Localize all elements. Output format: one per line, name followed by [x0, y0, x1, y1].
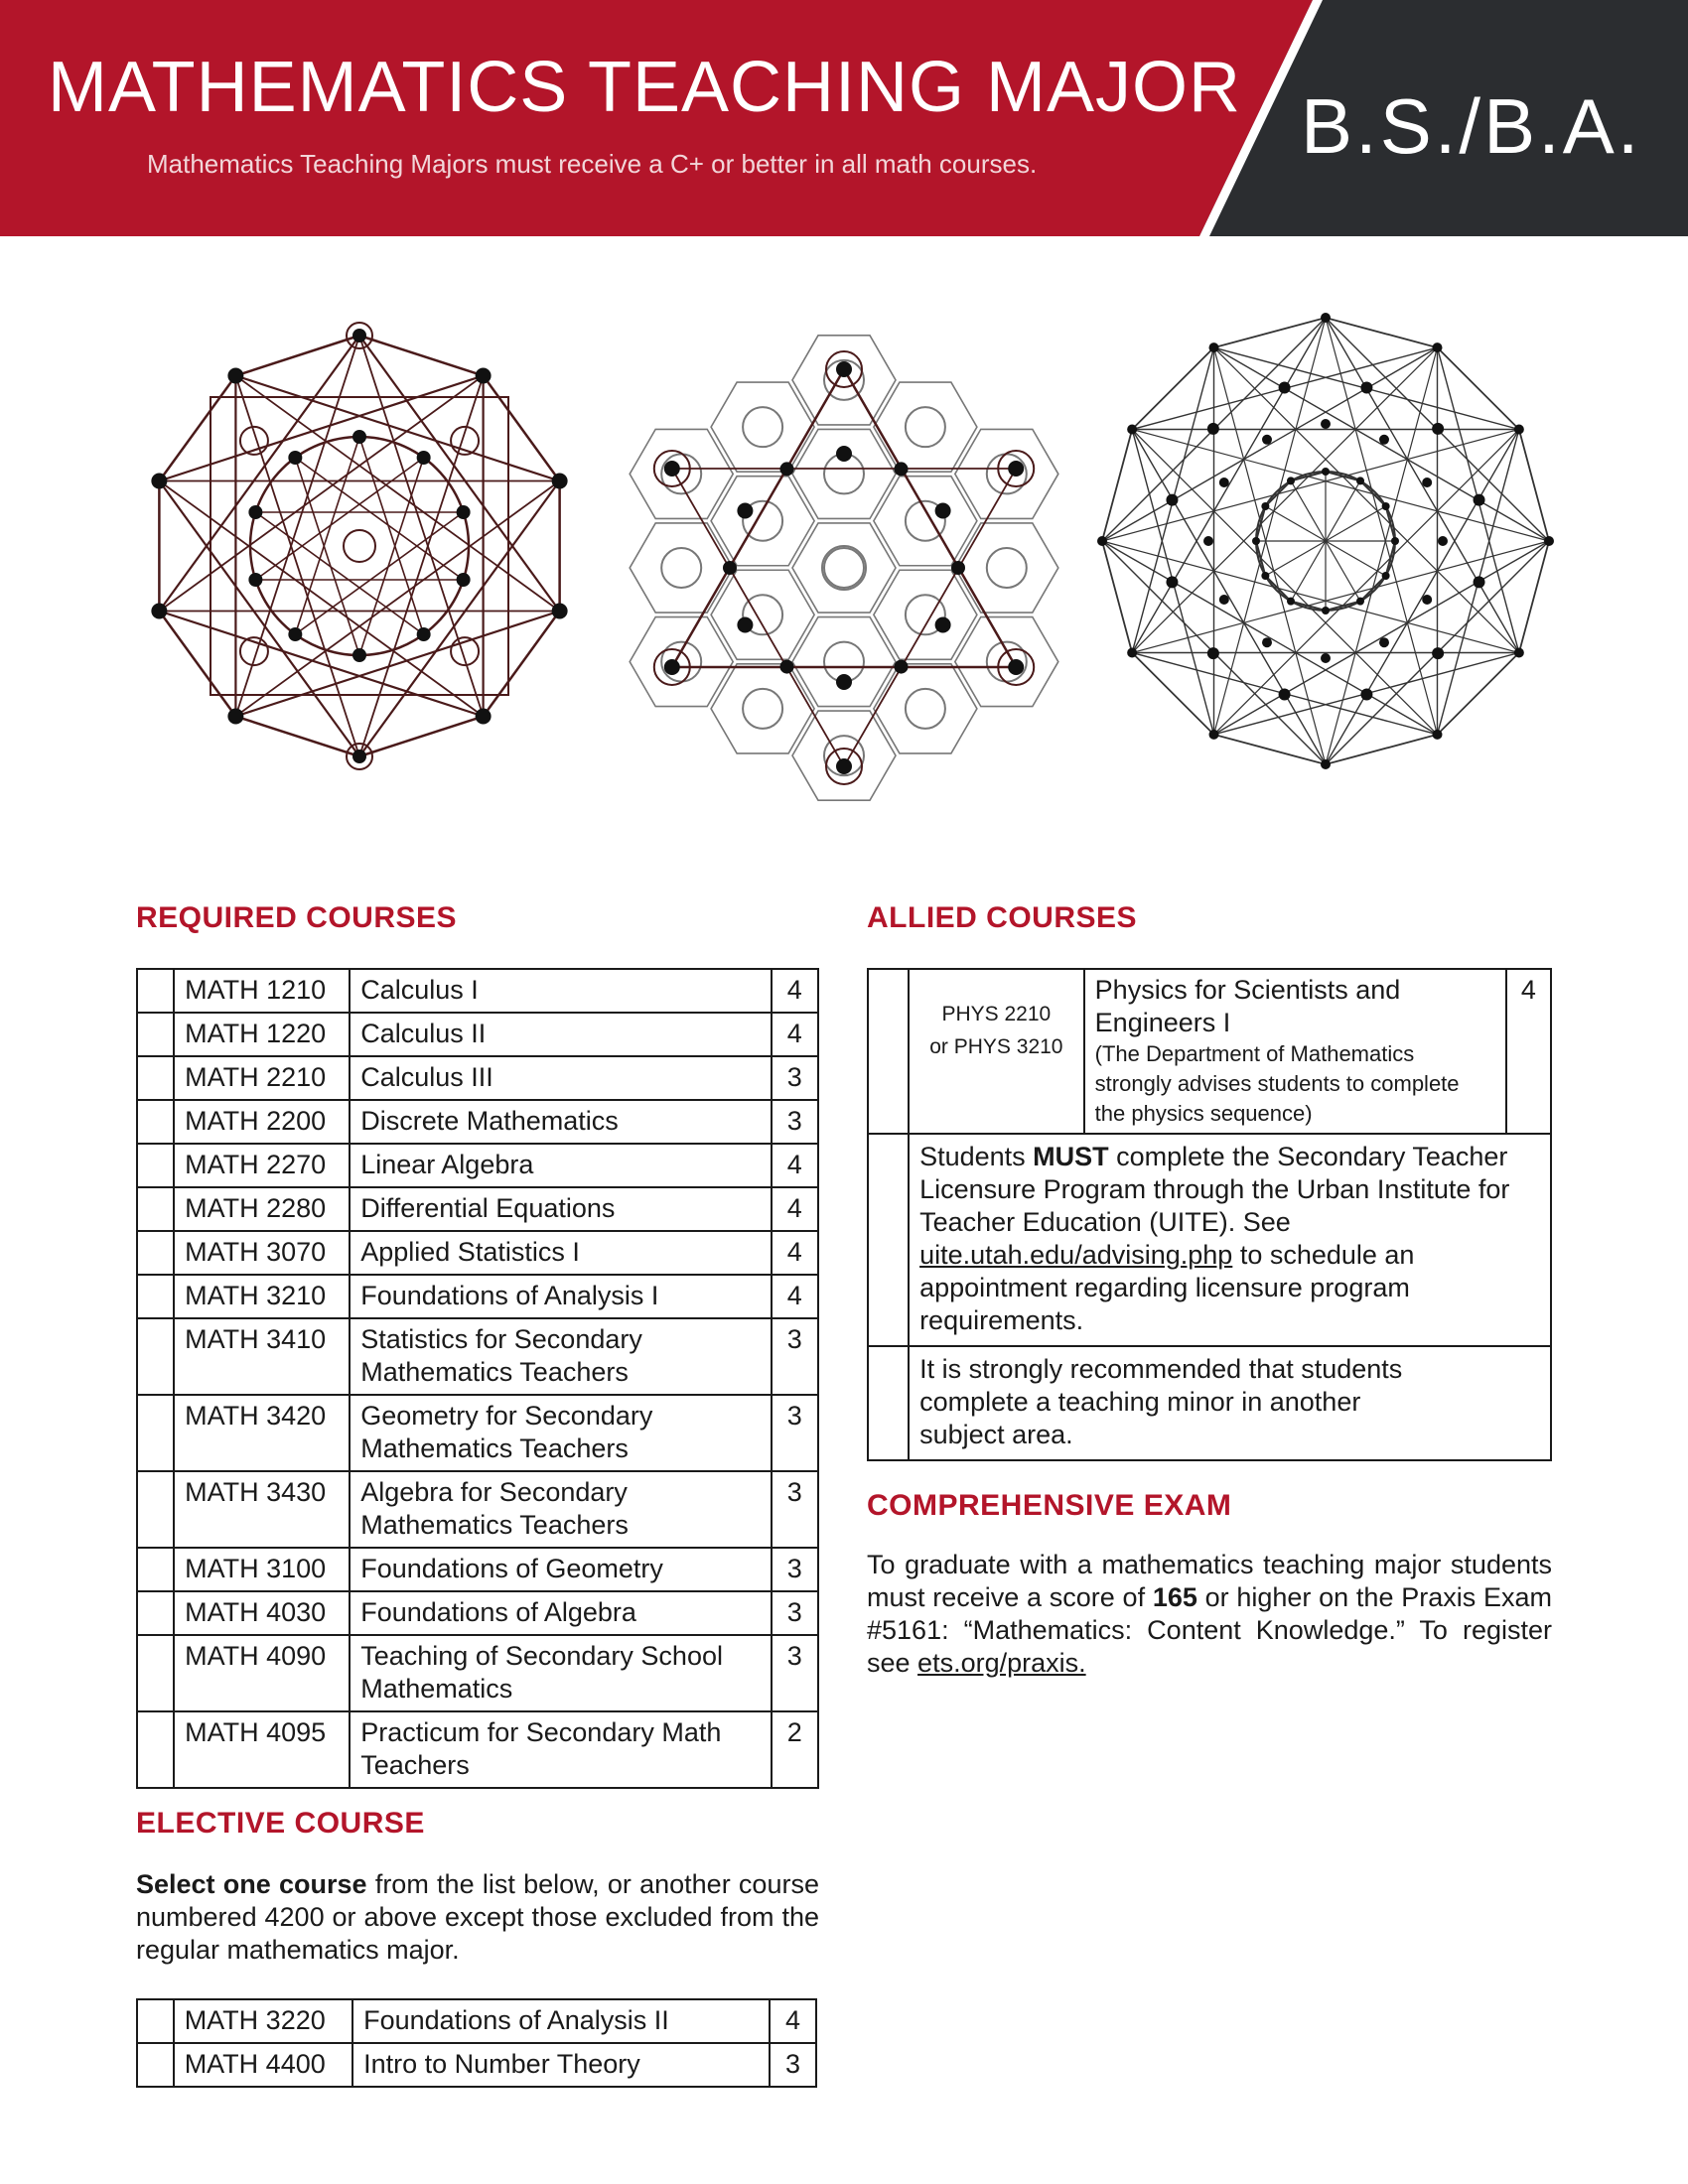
course-code: MATH 3210 [174, 1275, 350, 1318]
figure-line [159, 336, 359, 612]
figure-node [417, 627, 431, 641]
figure-node [1203, 536, 1213, 546]
course-credits: 2 [772, 1711, 818, 1788]
licensure-post: to schedule an appointment regarding licensure program requirements. [919, 1240, 1415, 1335]
course-code: MATH 1210 [174, 969, 350, 1013]
figure-node [227, 709, 243, 725]
figure-line [359, 458, 424, 655]
allied-minor-row [868, 1346, 1551, 1460]
figure-node [1219, 478, 1229, 487]
elective-intro-bold: Select one course [136, 1869, 367, 1899]
figure-node-ring [661, 548, 701, 588]
table-row [137, 1471, 818, 1548]
elective-course-heading: ELECTIVE COURSE [136, 1807, 425, 1840]
course-name: Foundations of Geometry [350, 1548, 771, 1591]
figure-node [1321, 653, 1331, 663]
figure-hexagon [874, 477, 977, 566]
figure-hexagon [874, 570, 977, 659]
figure-hexagon [955, 617, 1058, 707]
figure-node [248, 573, 262, 587]
physics-code-2: or PHYS 3210 [929, 1035, 1063, 1058]
figure-node [836, 674, 852, 690]
minor-recommendation: It is strongly recommended that students complete a teaching minor in another subject area. [909, 1346, 1551, 1460]
physics-credits: 4 [1506, 969, 1551, 1134]
course-credits: 4 [770, 1999, 816, 2043]
figure-node-ring [743, 407, 782, 447]
header-banner [0, 0, 1688, 236]
course-name: Discrete Mathematics [350, 1100, 771, 1144]
exam-pre: To graduate with a mathematics teaching major students must receive a score of [867, 1550, 1552, 1612]
page-subtitle: Mathematics Teaching Majors must receive a C+ or better in all math courses. [147, 149, 1038, 179]
course-credits: 3 [770, 2043, 816, 2087]
figure-node [951, 561, 965, 575]
figure-node [248, 505, 262, 519]
figure-node [552, 473, 568, 488]
figure-node [1382, 572, 1390, 580]
course-credits: 3 [772, 1471, 818, 1548]
figure-node [352, 329, 366, 342]
figure-line [359, 375, 484, 756]
figure-node [1379, 637, 1389, 647]
figure-node [780, 462, 794, 476]
figure-hexagon [711, 382, 814, 472]
checkbox-cell[interactable] [137, 1187, 174, 1231]
checkbox-cell[interactable] [137, 1144, 174, 1187]
figure-node [836, 446, 852, 462]
hexagram-lattice-figure [606, 298, 1082, 839]
figure-line [295, 458, 359, 655]
course-code: MATH 1220 [174, 1013, 350, 1056]
figure-node-ring [906, 407, 945, 447]
figure-line [359, 336, 484, 717]
figure-hexagon [711, 570, 814, 659]
figure-node [836, 361, 852, 377]
figure-outline [159, 336, 559, 756]
licensure-text [909, 1134, 1551, 1346]
figure-node [1008, 461, 1024, 477]
course-code: MATH 4090 [174, 1635, 350, 1711]
table-row [137, 1231, 818, 1275]
allied-physics-row [868, 969, 1551, 1134]
figure-center-ring [344, 530, 375, 562]
figure-node [836, 758, 852, 774]
table-row [137, 1275, 818, 1318]
uite-advising-link[interactable]: uite.utah.edu/advising.php [919, 1240, 1233, 1270]
course-name: Applied Statistics I [350, 1231, 771, 1275]
course-name: Calculus I [350, 969, 771, 1013]
checkbox-cell[interactable] [137, 1591, 174, 1635]
figure-hexagon [955, 429, 1058, 518]
checkbox-cell[interactable] [137, 1999, 174, 2043]
course-code: MATH 4400 [174, 2043, 352, 2087]
figure-node [737, 503, 753, 519]
course-code: MATH 4095 [174, 1711, 350, 1788]
course-code: MATH 3410 [174, 1318, 350, 1395]
figure-node [1209, 730, 1219, 740]
figure-node [1360, 381, 1372, 393]
comprehensive-exam-heading: COMPREHENSIVE EXAM [867, 1489, 1232, 1522]
figure-node [1279, 689, 1291, 701]
figure-line [359, 480, 560, 756]
figure-node [1262, 435, 1272, 445]
figure-node [1207, 647, 1219, 659]
course-code: MATH 3070 [174, 1231, 350, 1275]
figure-line [159, 375, 483, 611]
table-row [137, 1548, 818, 1591]
course-name: Geometry for Secondary Mathematics Teachers [350, 1395, 771, 1471]
figure-node [1321, 419, 1331, 429]
table-row [137, 1013, 818, 1056]
table-row [137, 1318, 818, 1395]
figure-node [1433, 730, 1443, 740]
figure-node [1432, 423, 1444, 435]
exam-paragraph [867, 1549, 1552, 1680]
licensure-pre: Students [919, 1142, 1034, 1171]
figure-node-ring [987, 548, 1027, 588]
figure-node [1261, 572, 1269, 580]
figure-node [1356, 598, 1364, 606]
course-name: Intro to Number Theory [352, 2043, 770, 2087]
figure-node [1261, 502, 1269, 510]
table-row [137, 1395, 818, 1471]
figure-node [552, 604, 568, 619]
course-credits: 3 [772, 1548, 818, 1591]
course-code: MATH 3220 [174, 1999, 352, 2043]
course-credits: 3 [772, 1100, 818, 1144]
course-credits: 4 [772, 1144, 818, 1187]
figure-node [151, 473, 167, 488]
figure-node [1432, 647, 1444, 659]
figure-line [359, 437, 424, 634]
figure-node [664, 461, 680, 477]
figure-node [1279, 381, 1291, 393]
figure-node [457, 573, 471, 587]
figure-node [1382, 502, 1390, 510]
figure-node-ring [906, 689, 945, 729]
figure-node [664, 659, 680, 675]
figure-hexagon [874, 382, 977, 472]
checkbox-cell[interactable] [868, 1346, 909, 1460]
figure-node [417, 451, 431, 465]
figure-node [227, 367, 243, 383]
allied-courses-table [867, 968, 1552, 1461]
table-row [137, 1711, 818, 1788]
exam-score: 165 [1152, 1582, 1197, 1612]
figure-node [1322, 468, 1330, 476]
checkbox-cell[interactable] [137, 1635, 174, 1711]
course-credits: 3 [772, 1635, 818, 1711]
figure-node [1321, 313, 1331, 323]
required-courses-heading: REQUIRED COURSES [136, 901, 458, 934]
course-credits: 4 [772, 1013, 818, 1056]
figure-node [457, 505, 471, 519]
figure-hexagon [630, 429, 733, 518]
figure-node [1166, 576, 1178, 588]
decagon-star-figure [129, 298, 591, 794]
table-row [137, 1591, 818, 1635]
figure-node [1166, 494, 1178, 506]
checkbox-cell[interactable] [137, 1711, 174, 1788]
course-name: Differential Equations [350, 1187, 771, 1231]
figure-hexagon [792, 336, 896, 425]
figure-node [1438, 536, 1448, 546]
course-credits: 4 [772, 1187, 818, 1231]
figure-hexagon [792, 523, 896, 613]
course-credits: 4 [772, 969, 818, 1013]
course-name: Linear Algebra [350, 1144, 771, 1187]
figure-node [1379, 435, 1389, 445]
checkbox-cell[interactable] [137, 1395, 174, 1471]
checkbox-cell[interactable] [137, 1318, 174, 1395]
licensure-must: MUST [1033, 1142, 1109, 1171]
figure-node [151, 604, 167, 619]
course-code: MATH 2280 [174, 1187, 350, 1231]
figure-hexagon [792, 711, 896, 800]
figure-hexagon [792, 617, 896, 707]
elective-courses-table [136, 1998, 817, 2088]
figure-node [1474, 576, 1485, 588]
figure-line [295, 437, 359, 634]
praxis-link[interactable]: ets.org/praxis. [917, 1648, 1086, 1678]
figure-node [1322, 607, 1330, 614]
checkbox-cell[interactable] [137, 1056, 174, 1100]
course-code: MATH 2200 [174, 1100, 350, 1144]
figure-hexagon [711, 664, 814, 753]
figure-node [288, 627, 302, 641]
table-row [137, 2043, 816, 2087]
figure-hexagon [630, 523, 733, 613]
figure-node [1127, 425, 1137, 435]
figure-node [935, 503, 951, 519]
licensure-mid: complete the Secondary Teacher Licensure Program through the Urban Institute for Teacher Education (UITE). See [919, 1142, 1510, 1237]
figure-line [235, 336, 359, 717]
allied-courses-heading: ALLIED COURSES [867, 901, 1138, 934]
figure-hexagon [792, 429, 896, 518]
course-name: Algebra for Secondary Mathematics Teachers [350, 1471, 771, 1548]
course-code: MATH 3100 [174, 1548, 350, 1591]
figure-node [1514, 425, 1524, 435]
figure-node [1422, 595, 1432, 605]
checkbox-cell[interactable] [137, 1275, 174, 1318]
figure-node [723, 561, 737, 575]
figure-circle [250, 437, 469, 655]
figure-center-ring [822, 546, 866, 590]
required-courses-table [136, 968, 819, 1789]
table-row [137, 1100, 818, 1144]
figure-node [1356, 477, 1364, 484]
table-row [137, 969, 818, 1013]
checkbox-cell[interactable] [868, 969, 909, 1134]
figure-node [1262, 637, 1272, 647]
figure-node [1207, 423, 1219, 435]
checkbox-cell[interactable] [137, 1013, 174, 1056]
elective-intro [136, 1868, 819, 1967]
course-name: Foundations of Algebra [350, 1591, 771, 1635]
table-row [137, 1056, 818, 1100]
figure-node [1252, 537, 1260, 545]
course-credits: 4 [772, 1275, 818, 1318]
physics-course-note: (The Department of Mathematics strongly advises students to complete the physics sequence) [1094, 1041, 1460, 1126]
course-credits: 3 [772, 1056, 818, 1100]
physics-course-name: Physics for Scientists and Engineers I [1094, 975, 1401, 1037]
figure-hexagon [711, 477, 814, 566]
course-name: Practicum for Secondary Math Teachers [350, 1711, 771, 1788]
course-name: Calculus III [350, 1056, 771, 1100]
figure-line [359, 336, 560, 612]
degree-label: B.S./B.A. [1301, 82, 1642, 170]
course-name: Calculus II [350, 1013, 771, 1056]
figure-node [1422, 478, 1432, 487]
figure-line [235, 375, 359, 756]
course-credits: 3 [772, 1395, 818, 1471]
physics-course-codes [909, 969, 1084, 1134]
figure-node [288, 451, 302, 465]
figure-line [159, 480, 483, 716]
course-code: MATH 2210 [174, 1056, 350, 1100]
table-row [137, 1999, 816, 2043]
table-row [137, 1187, 818, 1231]
figure-node [1321, 759, 1331, 769]
exam-mid: or higher on the Praxis Exam #5161: “Mathematics: Content Knowledge.” To register see [867, 1582, 1552, 1678]
table-row [137, 1635, 818, 1711]
course-name: Teaching of Secondary School Mathematics [350, 1635, 771, 1711]
figure-node-ring [824, 548, 864, 588]
figure-node [1097, 536, 1107, 546]
figure-node [352, 750, 366, 763]
figure-node [1287, 477, 1295, 484]
figure-node [1219, 595, 1229, 605]
figure-node [476, 367, 492, 383]
figure-line [255, 512, 423, 634]
figure-line [295, 512, 463, 634]
course-code: MATH 3430 [174, 1471, 350, 1548]
allied-licensure-row [868, 1134, 1551, 1346]
figure-hexagon [630, 617, 733, 707]
figure-node [780, 660, 794, 674]
figure-line [235, 480, 559, 716]
figure-node [1391, 537, 1399, 545]
checkbox-cell[interactable] [137, 969, 174, 1013]
figure-node [895, 462, 909, 476]
table-row [137, 1144, 818, 1187]
figure-node [352, 648, 366, 662]
figure-node [1514, 648, 1524, 658]
geometric-figures [0, 298, 1688, 854]
page-title: MATHEMATICS TEACHING MAJOR [48, 48, 1242, 127]
checkbox-cell[interactable] [137, 1231, 174, 1275]
figure-line [235, 375, 559, 611]
figure-node [1209, 342, 1219, 352]
checkbox-cell[interactable] [137, 1548, 174, 1591]
figure-node [1544, 536, 1554, 546]
course-name: Foundations of Analysis I [350, 1275, 771, 1318]
course-credits: 3 [772, 1318, 818, 1395]
figure-hexagon [955, 523, 1058, 613]
figure-hexagon [874, 664, 977, 753]
checkbox-cell[interactable] [137, 1100, 174, 1144]
figure-node [476, 709, 492, 725]
course-name: Statistics for Secondary Mathematics Teachers [350, 1318, 771, 1395]
course-credits: 4 [772, 1231, 818, 1275]
figure-node [935, 617, 951, 633]
figure-node-ring [743, 689, 782, 729]
physics-course-cell [1084, 969, 1506, 1134]
figure-node [1474, 494, 1485, 506]
checkbox-cell[interactable] [137, 1471, 174, 1548]
dodecagon-star-figure [1097, 298, 1554, 784]
figure-node [1360, 689, 1372, 701]
course-code: MATH 4030 [174, 1591, 350, 1635]
figure-node [1008, 659, 1024, 675]
checkbox-cell[interactable] [137, 2043, 174, 2087]
figure-node [737, 617, 753, 633]
figure-node [352, 430, 366, 444]
course-code: MATH 2270 [174, 1144, 350, 1187]
figure-line [295, 458, 463, 580]
figure-line [159, 480, 359, 756]
elective-intro-text: from the list below, or another course numbered 4200 or above except those excluded from the regular mathematics major. [136, 1869, 819, 1965]
physics-code-1: PHYS 2210 [941, 1003, 1052, 1025]
figure-node [1433, 342, 1443, 352]
course-code: MATH 3420 [174, 1395, 350, 1471]
figure-node [895, 660, 909, 674]
figure-node [1127, 648, 1137, 658]
figure-line [255, 458, 423, 580]
course-credits: 3 [772, 1591, 818, 1635]
figure-node [1287, 598, 1295, 606]
checkbox-cell[interactable] [868, 1134, 909, 1346]
course-name: Foundations of Analysis II [352, 1999, 770, 2043]
